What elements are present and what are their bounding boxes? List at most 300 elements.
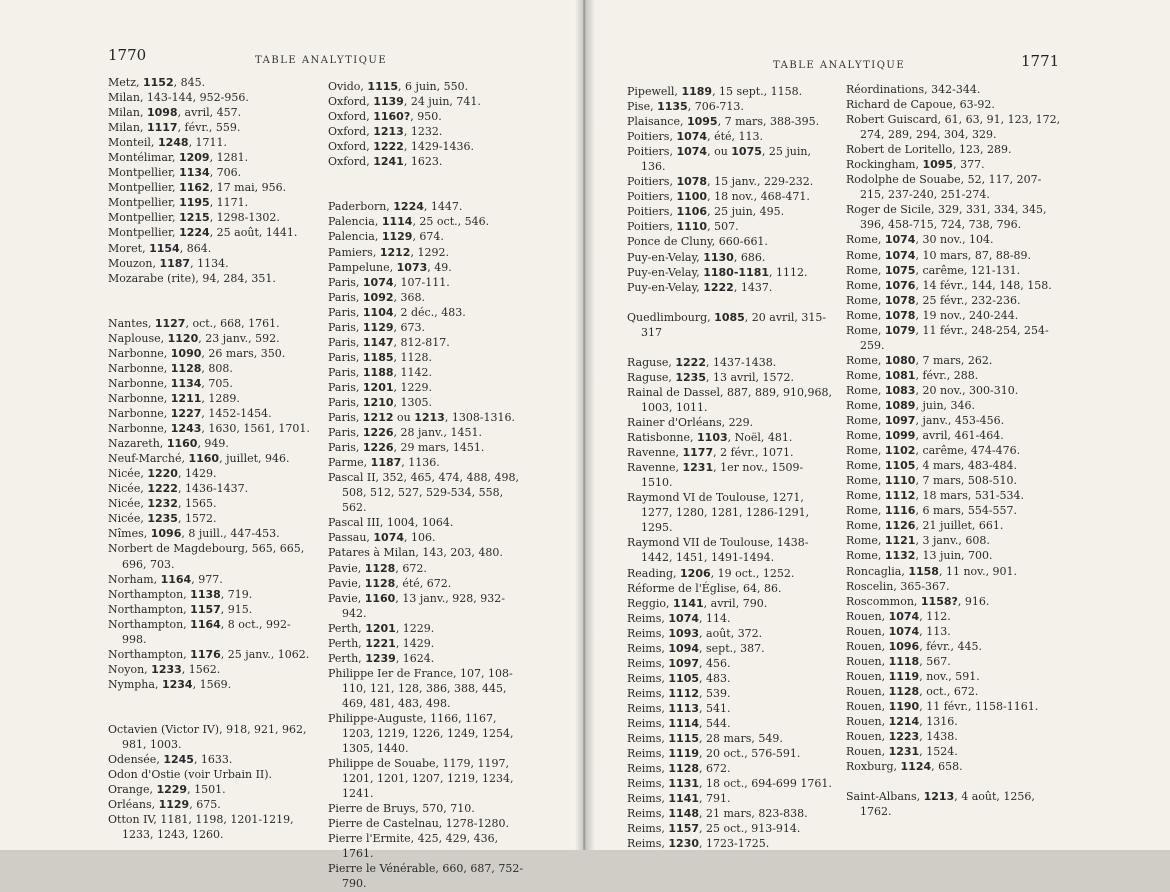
index-entry: Paris, 1147, 812-817. [328,335,450,349]
index-entry: Narbonne, 1243, 1630, 1561, 1701. [108,422,310,436]
index-entry: Noyon, 1233, 1562. [108,662,221,676]
index-entry-year: 1115 [668,732,700,746]
index-entry: Perth, 1221, 1429. [328,636,435,650]
index-column [627,84,832,851]
index-entry: Moret, 1154, 864. [108,241,212,255]
index-entry-year: 1176 [190,647,221,661]
index-entry-year: 1130 [703,250,734,264]
index-entry-year: 1090 [170,346,202,360]
index-entry-year: 1074 [884,248,916,262]
index-entry-year: 1222 [703,280,734,294]
index-entry: Narbonne, 1227, 1452-1454. [108,407,272,421]
index-entry: Puy-en-Velay, 1222, 1437. [627,280,773,294]
index-column [328,79,528,892]
index-entry-year: 1105 [668,671,700,685]
index-entry: Montpellier, 1195, 1171. [108,196,249,210]
index-entry-year: 1120 [167,331,199,345]
index-entry: Pavie, 1160, 13 janv., 928, 932-942. [328,591,505,620]
index-entry: Nicée, 1235, 1572. [108,512,217,526]
index-entry-year: 1128 [668,762,700,776]
index-entry-year: 1152 [142,76,174,89]
index-entry-year: 1128 [364,561,396,575]
page-number: 1771 [1021,52,1060,70]
index-entry: Pise, 1135, 706-713. [627,100,744,114]
index-entry: Naplouse, 1120, 23 janv., 592. [108,331,280,345]
index-entry: Raguse, 1235, 13 avril, 1572. [627,370,795,384]
index-entry: Rome, 1102, carême, 474-476. [846,444,1021,458]
index-entry: Paris, 1226, 29 mars, 1451. [328,441,485,455]
index-entry: Odon d'Ostie (voir Urbain II). [108,768,273,782]
index-gap [328,169,528,184]
index-entry-year: 1074 [676,145,708,159]
index-entry: Rome, 1089, juin, 346. [846,398,976,412]
index-entry-year: 1074 [884,233,916,247]
index-entry: Rouen, 1214, 1316. [846,714,958,728]
index-entry: Rouen, 1096, févr., 445. [846,639,983,653]
index-entry: Philippe de Souabe, 1179, 1197, 1201, 1201, 1207, 1219, 1234, 1241. [328,757,514,801]
index-entry: Oxford, 1241, 1623. [328,155,443,169]
index-entry-year: 1222 [675,355,706,369]
index-entry: Paris, 1226, 28 janv., 1451. [328,426,482,440]
index-entry-year: 1231 [682,461,714,475]
index-entry: Northampton, 1164, 8 oct., 992-998. [108,617,291,646]
index-entry: Oxford, 1160?, 950. [328,110,442,124]
index-entry-year: 1187 [159,256,191,270]
index-entry-year: 1106 [676,205,708,219]
index-entry: Paris, 1185, 1128. [328,350,432,364]
index-entry: Pipewell, 1189, 15 sept., 1158. [627,85,803,98]
index-entry: Milan, 143-144, 952-956. [108,91,249,105]
index-entry: Patares à Milan, 143, 203, 480. [328,546,503,560]
index-entry-year: 1121 [884,534,916,548]
index-gap [846,774,1064,789]
index-entry: Robert de Loritello, 123, 289. [846,143,1012,157]
index-entry: Montpellier, 1134, 706. [108,166,242,180]
index-entry: Rome, 1079, 11 févr., 248-254, 254-259. [846,323,1049,352]
index-entry: Oxford, 1222, 1429-1436. [328,140,475,154]
index-entry: Narbonne, 1134, 705. [108,376,233,390]
index-gap [627,295,832,310]
index-entry-year: 1220 [147,467,178,481]
index-entry: Nazareth, 1160, 949. [108,437,229,451]
index-entry: Paris, 1210, 1305. [328,395,432,409]
index-entry: Norham, 1164, 977. [108,572,223,586]
index-entry: Orange, 1229, 1501. [108,783,226,797]
index-entry-year: 1102 [884,444,916,458]
index-entry: Quedlimbourg, 1085, 20 avril, 315-317 [627,310,827,339]
index-gap [328,184,528,199]
index-entry-year: 1075 [884,263,916,277]
index-entry: Rouen, 1128, oct., 672. [846,684,979,698]
index-entry-year: 1139 [373,95,404,109]
index-entry: Nympha, 1234, 1569. [108,677,232,691]
index-entry: Rome, 1083, 20 nov., 300-310. [846,383,1019,397]
index-entry-year: 1096 [150,527,182,541]
index-entry-year: 1177 [682,446,714,460]
index-entry: Poitiers, 1074, ou 1075, 25 juin, 136. [627,145,811,174]
index-entry: Roncaglia, 1158, 11 nov., 901. [846,564,1018,578]
index-entry-year: 1160? [373,110,411,124]
index-entry: Oxford, 1213, 1232. [328,125,443,139]
index-entry: Plaisance, 1095, 7 mars, 388-395. [627,115,820,129]
index-entry: Rouen, 1231, 1524. [846,745,958,759]
index-entry: Nicée, 1220, 1429. [108,467,217,481]
index-entry-year: 1104 [362,305,394,319]
index-entry: Rome, 1078, 25 févr., 232-236. [846,293,1021,307]
index-entry: Raymond VI de Toulouse, 1271, 1277, 1280, 1281, 1286-1291, 1295. [627,491,810,535]
index-entry: Rouen, 1074, 113. [846,624,951,638]
index-entry-year: 1206 [680,566,711,580]
index-entry-year: 1235 [675,370,706,384]
index-entry-year: 1126 [884,519,916,533]
index-entry: Puy-en-Velay, 1180-1181, 1112. [627,265,808,279]
index-entry: Reims, 1094, sept., 387. [627,641,765,655]
index-entry: Northampton, 1176, 25 janv., 1062. [108,647,310,661]
index-entry: Ravenne, 1177, 2 févr., 1071. [627,446,794,460]
index-entry: Montpellier, 1162, 17 mai, 956. [108,181,287,195]
index-entry-year: 1162 [179,181,210,195]
index-entry: Montélimar, 1209, 1281. [108,151,249,165]
index-entry-year: 1124 [900,760,932,774]
index-entry: Narbonne, 1128, 808. [108,361,233,375]
index-entry: Rouen, 1118, 567. [846,654,951,668]
index-entry-year: 1226 [362,441,394,455]
index-entry-year: 1134 [179,166,210,180]
index-entry-year: 1132 [884,549,916,563]
index-entry: Reims, 1112, 539. [627,686,731,700]
left-page [0,0,583,891]
index-entry: Rome, 1105, 4 mars, 483-484. [846,459,1018,473]
index-entry-year: 1113 [668,701,700,715]
index-entry: Poitiers, 1106, 25 juin, 495. [627,205,785,219]
index-entry: Rome, 1099, avril, 461-464. [846,429,1004,443]
index-entry: Mouzon, 1187, 1134. [108,256,229,270]
index-entry-year: 1093 [668,626,700,640]
index-entry-year: 1110 [884,474,916,488]
index-entry-year: 1232 [147,497,178,511]
index-entry-year: 1074 [373,531,405,545]
index-entry-year: 1189 [681,85,713,98]
index-entry: Paris, 1104, 2 déc., 483. [328,305,466,319]
index-entry-year: 1099 [884,429,916,443]
index-entry: Rome, 1080, 7 mars, 262. [846,353,993,367]
index-entry-year: 1079 [884,323,916,337]
index-entry-year: 1094 [668,641,700,655]
index-entry: Rouen, 1190, 11 févr., 1158-1161. [846,699,1039,713]
index-entry: Mozarabe (rite), 94, 284, 351. [108,271,276,285]
right-page [585,0,1170,850]
index-gap [108,286,314,301]
index-entry: Richard de Capoue, 63-92. [846,98,995,112]
index-entry-year: 1224 [179,226,210,240]
index-entry: Reims, 1157, 25 oct., 913-914. [627,822,801,836]
index-entry-year: 1115 [367,80,399,93]
index-entry-year: 1227 [170,407,202,421]
index-entry: Pierre le Vénérable, 660, 687, 752-790. [328,862,524,891]
index-entry-year: 1127 [154,316,186,330]
index-entry-year: 1233 [151,662,182,676]
index-entry: Pampelune, 1073, 49. [328,260,452,274]
index-entry: Palencia, 1114, 25 oct., 546. [328,215,490,229]
index-entry: Nicée, 1232, 1565. [108,497,217,511]
index-entry: Pascal II, 352, 465, 474, 488, 498, 508, 512, 527, 529-534, 558, 562. [328,471,519,515]
index-entry: Raguse, 1222, 1437-1438. [627,355,777,369]
index-entry-year: 1160 [166,437,198,451]
running-head: TABLE ANALYTIQUE [255,55,388,66]
index-entry-year: 1141 [668,792,700,806]
index-entry: Ponce de Cluny, 660-661. [627,235,768,249]
index-entry-year: 1230 [668,837,700,851]
index-entry-year: 1212 [379,245,411,259]
index-entry-year: 1164 [190,617,221,631]
index-entry: Milan, 1098, avril, 457. [108,106,242,120]
index-entry-year: 1114 [381,215,413,229]
index-entry: Rome, 1110, 7 mars, 508-510. [846,474,1018,488]
index-entry: Monteil, 1248, 1711. [108,136,228,150]
index-entry-year: 1221 [365,636,396,650]
index-entry-year: 1147 [362,335,394,349]
index-entry-year: 1148 [668,807,700,821]
index-entry: Paderborn, 1224, 1447. [328,200,463,214]
index-entry: Pierre de Bruys, 570, 710. [328,802,475,816]
index-entry: Philippe-Auguste, 1166, 1167, 1203, 1219, 1226, 1249, 1254, 1305, 1440. [328,711,514,756]
index-entry: Milan, 1117, févr., 559. [108,121,241,135]
index-entry-year: 1160 [364,591,396,605]
index-entry-year: 1078 [676,175,708,189]
index-entry: Reims, 1114, 544. [627,716,731,730]
index-gap [627,340,832,355]
index-entry-year: 1083 [884,383,916,397]
index-entry: Rome, 1097, janv., 453-456. [846,414,1005,428]
index-entry: Montpellier, 1215, 1298-1302. [108,211,280,225]
index-entry: Reims, 1141, 791. [627,792,731,806]
index-entry-year: 1157 [190,602,221,616]
index-entry: Narbonne, 1090, 26 mars, 350. [108,346,286,360]
index-entry: Nantes, 1127, oct., 668, 1761. [108,316,280,330]
index-entry: Rome, 1081, févr., 288. [846,368,979,382]
index-entry-year: 1239 [365,651,396,665]
index-entry: Poitiers, 1100, 18 nov., 468-471. [627,190,810,204]
index-entry-year: 1141 [673,596,704,610]
index-entry-year: 1213 [414,411,445,425]
index-entry: Rome, 1132, 13 juin, 700. [846,549,993,563]
index-entry-year: 1105 [884,459,916,473]
index-entry: Parme, 1187, 1136. [328,456,440,470]
index-entry-year: 1158? [920,594,958,608]
index-entry: Orléans, 1129, 675. [108,798,221,812]
index-entry-year: 1190 [888,699,920,713]
index-entry: Reims, 1074, 114. [627,611,731,625]
index-entry: Reims, 1128, 672. [627,762,731,776]
index-entry-year: 1129 [362,320,394,334]
index-entry: Rouen, 1074, 112. [846,609,951,623]
index-entry-year: 1235 [147,512,178,526]
index-entry: Rome, 1074, 10 mars, 87, 88-89. [846,248,1032,262]
index-entry-year: 1116 [884,504,916,518]
index-entry-year: 1131 [668,777,700,791]
index-entry: Puy-en-Velay, 1130, 686. [627,250,766,264]
index-entry-year: 1114 [668,716,700,730]
index-entry-year: 1128 [888,684,920,698]
index-entry: Robert Guiscard, 61, 63, 91, 123, 172, 274, 289, 294, 304, 329. [846,113,1061,142]
index-entry: Neuf-Marché, 1160, juillet, 946. [108,452,290,466]
index-entry: Roscelin, 365-367. [846,579,950,593]
index-entry: Ravenne, 1231, 1er nov., 1509-1510. [627,461,804,490]
index-entry-year: 1100 [676,190,708,204]
index-entry: Pierre de Castelnau, 1278-1280. [328,817,509,831]
index-entry: Reims, 1115, 28 mars, 549. [627,732,783,746]
index-entry-year: 1201 [362,380,394,394]
index-entry-year: 1138 [190,587,221,601]
index-entry-year: 1188 [362,365,394,379]
index-entry-year: 1209 [178,151,210,165]
index-entry: Pascal III, 1004, 1064. [328,516,454,530]
index-entry: Perth, 1239, 1624. [328,651,435,665]
index-entry: Paris, 1212 ou 1213, 1308-1316. [328,411,516,425]
index-entry: Rainal de Dassel, 887, 889, 910,968, 1003, 1011. [627,385,832,414]
index-entry: Nicée, 1222, 1436-1437. [108,482,249,496]
index-entry: Rome, 1121, 3 janv., 608. [846,534,990,548]
index-entry: Reims, 1131, 18 oct., 694-699 1761. [627,777,832,791]
index-entry-year: 1118 [888,654,920,668]
index-entry-year: 1223 [888,730,920,744]
index-entry-year: 1212 [362,411,394,425]
index-entry: Pavie, 1128, 672. [328,561,427,575]
index-entry: Reims, 1148, 21 mars, 823-838. [627,807,808,821]
index-entry: Rockingham, 1095, 377. [846,158,985,172]
index-entry: Oxford, 1139, 24 juin, 741. [328,95,481,109]
index-entry-year: 1074 [676,130,708,144]
index-entry: Northampton, 1157, 915. [108,602,253,616]
index-column [108,75,314,842]
index-entry-year: 1078 [884,308,916,322]
index-entry: Poitiers, 1074, été, 113. [627,130,763,144]
index-entry: Rouen, 1119, nov., 591. [846,669,980,683]
index-entry: Rome, 1112, 18 mars, 531-534. [846,489,1025,503]
index-entry: Rome, 1075, carême, 121-131. [846,263,1021,277]
index-entry: Rome, 1116, 6 mars, 554-557. [846,504,1018,518]
index-entry: Ratisbonne, 1103, Noël, 481. [627,431,793,445]
index-entry-year: 1112 [884,489,916,503]
index-entry: Rome, 1074, 30 nov., 104. [846,233,994,247]
index-entry-year: 1160 [188,452,220,466]
book-gutter [575,0,595,850]
index-entry-year: 1089 [884,398,916,412]
index-entry-year: 1180-1181 [703,265,769,279]
index-entry-year: 1164 [160,572,192,586]
index-entry: Odensée, 1245, 1633. [108,753,233,767]
index-entry: Rainer d'Orléans, 229. [627,416,754,430]
index-entry-year: 1074 [888,624,920,638]
index-entry-year: 1096 [888,639,920,653]
index-entry-year: 1154 [149,241,180,255]
index-entry: Nîmes, 1096, 8 juill., 447-453. [108,527,280,541]
index-entry: Pamiers, 1212, 1292. [328,245,449,259]
index-entry-year: 1214 [888,714,920,728]
index-entry-year: 1095 [686,115,718,129]
index-entry: Octavien (Victor IV), 918, 921, 962, 981, 1003. [108,723,307,752]
index-entry-year: 1092 [362,290,394,304]
index-entry: Ovido, 1115, 6 juin, 550. [328,80,469,93]
index-entry: Paris, 1092, 368. [328,290,426,304]
index-entry-year: 1211 [170,391,202,405]
index-gap [108,707,314,722]
index-entry-year: 1157 [668,822,700,836]
index-entry-year: 1119 [668,747,700,761]
index-entry: Passau, 1074, 106. [328,531,436,545]
index-entry-year: 1085 [714,310,745,324]
index-entry-year: 1103 [697,431,728,445]
index-entry: Metz, 1152, 845. [108,76,206,89]
index-entry: Norbert de Magdebourg, 565, 665, 696, 703. [108,542,305,571]
index-entry-year: 1129 [158,798,190,812]
index-entry-year: 1081 [884,368,916,382]
index-entry: Roscommon, 1158?, 916. [846,594,990,608]
index-entry-year: 1073 [396,260,428,274]
index-entry: Philippe Ier de France, 107, 108-110, 121, 128, 386, 388, 445, 469, 481, 483, 498. [328,666,513,710]
index-entry: Poitiers, 1078, 15 janv., 229-232. [627,175,814,189]
index-entry-year: 1112 [668,686,700,700]
running-head: TABLE ANALYTIQUE [773,60,906,71]
index-entry: Otton IV, 1181, 1198, 1201-1219, 1233, 1243, 1260. [108,813,294,842]
index-entry: Paris, 1188, 1142. [328,365,432,379]
index-entry: Rodolphe de Souabe, 52, 117, 207-215, 237-240, 251-274. [846,173,1042,202]
index-entry: Reading, 1206, 19 oct., 1252. [627,566,795,580]
index-entry-year: 1229 [156,783,188,797]
index-entry-year: 1187 [370,456,402,470]
index-entry: Roxburg, 1124, 658. [846,760,963,774]
index-entry: Reims, 1093, août, 372. [627,626,763,640]
index-entry-year: 1185 [362,350,394,364]
index-entry: Poitiers, 1110, 507. [627,220,739,234]
index-entry-year: 1224 [393,200,424,214]
page-number: 1770 [108,46,147,64]
index-entry: Reims, 1113, 541. [627,701,731,715]
index-entry-year: 1098 [146,106,178,120]
index-entry: Réordinations, 342-344. [846,83,981,96]
index-entry-year: 1245 [163,753,194,767]
index-entry-year: 1080 [884,353,916,367]
index-entry-year: 1213 [373,125,404,139]
index-entry-year: 1119 [888,669,920,683]
index-entry: Raymond VII de Toulouse, 1438-1442, 1451, 1491-1494. [627,536,809,565]
index-entry: Saint-Albans, 1213, 4 août, 1256, 1762. [846,790,1035,819]
index-entry: Narbonne, 1211, 1289. [108,391,240,405]
index-entry-year: 1074 [362,275,394,289]
index-entry-year: 1110 [676,220,708,234]
index-entry: Pierre l'Ermite, 425, 429, 436, 1761. [328,832,499,861]
index-entry-year: 1201 [365,621,396,635]
index-entry-year: 1248 [157,136,189,150]
index-column [846,82,1064,819]
index-entry: Réforme de l'Église, 64, 86. [627,581,782,595]
index-entry-year: 1234 [161,677,193,691]
index-entry-year: 1128 [170,361,202,375]
index-entry: Northampton, 1138, 719. [108,587,253,601]
index-entry: Rome, 1076, 14 févr., 144, 148, 158. [846,278,1052,292]
index-entry: Reims, 1097, 456. [627,656,731,670]
index-entry: Pavie, 1128, été, 672. [328,576,452,590]
index-entry-year: 1241 [373,155,404,169]
index-entry-year: 1129 [381,230,413,244]
index-entry-year: 1078 [884,293,916,307]
index-entry-year: 1095 [922,158,954,172]
index-entry-year: 1158 [908,564,939,578]
index-entry-year: 1097 [668,656,700,670]
index-entry-year: 1222 [147,482,178,496]
index-entry: Rouen, 1223, 1438. [846,730,958,744]
index-entry-year: 1195 [179,196,210,210]
